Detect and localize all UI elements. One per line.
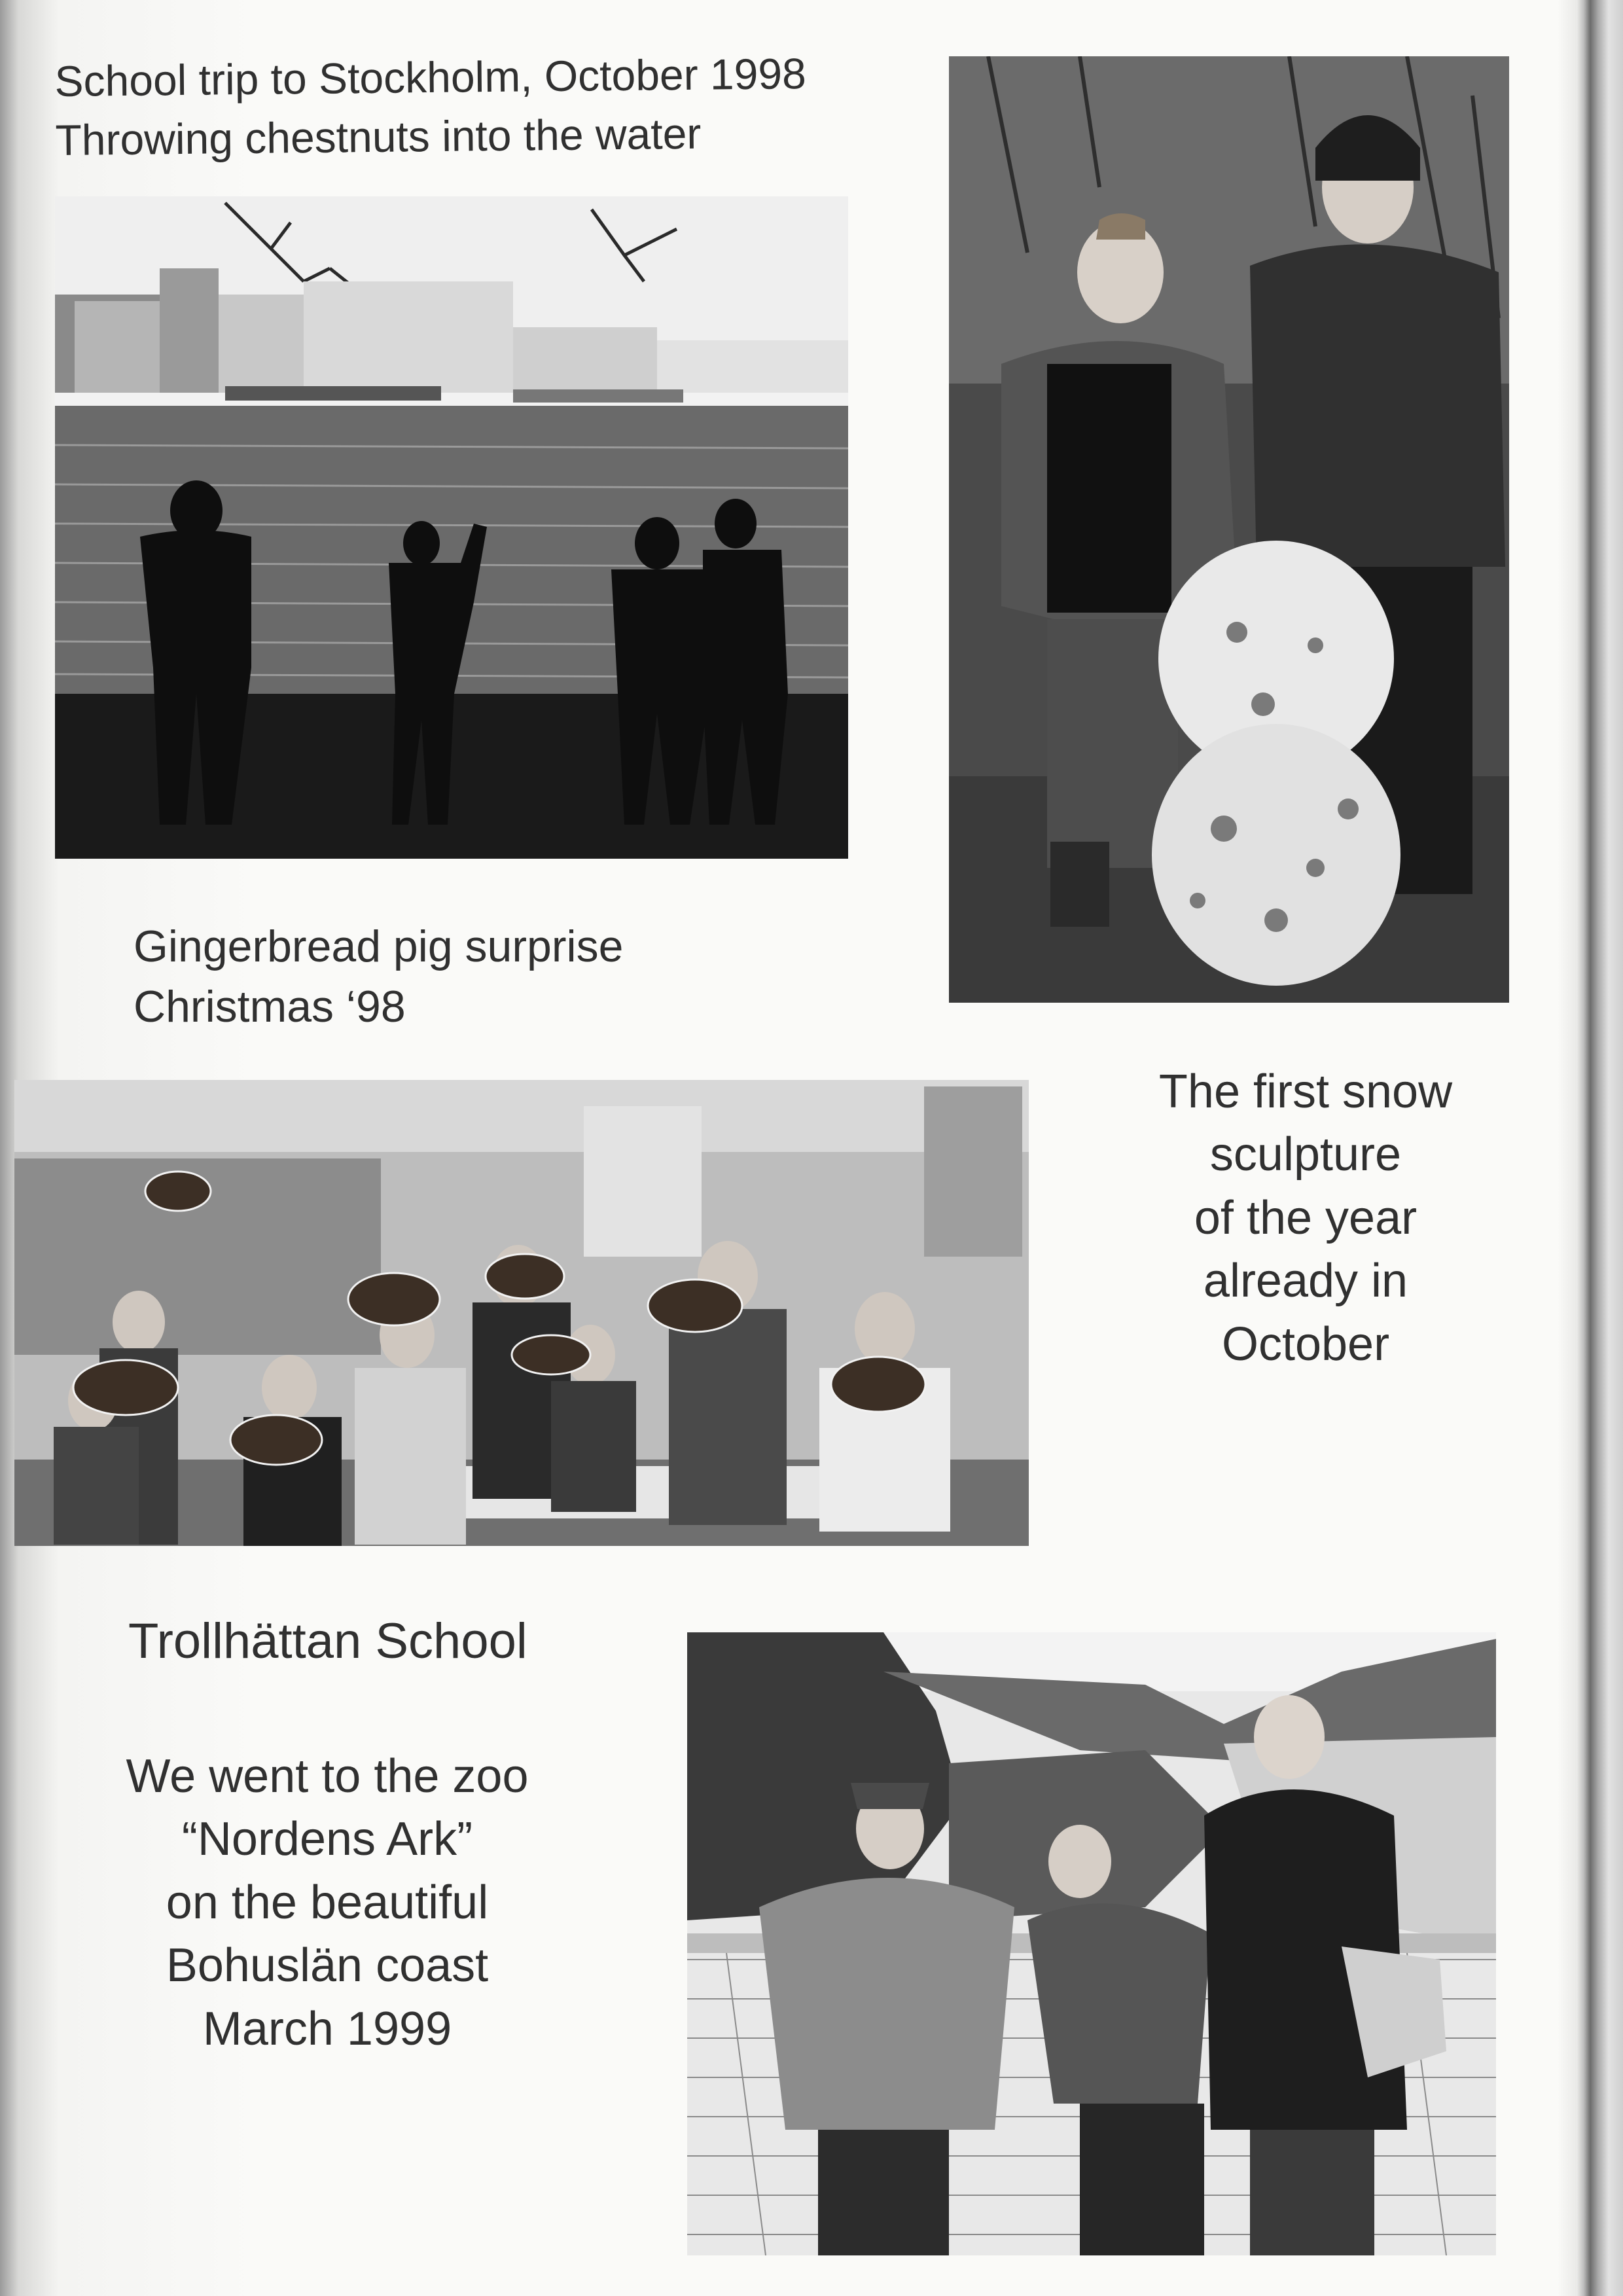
stockholm-caption [54,45,807,170]
snow-caption-line4: already in [1203,1255,1408,1308]
snow-caption-line1: The first snow [1158,1066,1453,1118]
zoo-caption [98,1745,556,2060]
stockholm-caption-line2: Throwing chestnuts into the water [55,109,702,164]
classroom-photo-image [14,1080,1029,1546]
gingerbread-caption [134,916,623,1037]
gingerbread-caption-line1: Gingerbread pig surprise [134,922,624,971]
zoo-caption-line4: Bohuslän coast [166,1939,489,1992]
snowman-photo-image [949,56,1509,1003]
school-caption: Trollhättan School [128,1613,527,1669]
snow-caption-line5: October [1221,1318,1390,1371]
snow-caption-line3: of the year [1194,1191,1418,1244]
snowman-photo [949,56,1509,1003]
zoo-photo-image [687,1632,1496,2255]
stockholm-caption-line1: School trip to Stockholm, October 1998 [54,48,807,106]
zoo-caption-line2: “Nordens Ark” [181,1813,473,1866]
classroom-photo [14,1080,1029,1546]
zoo-caption-line5: March 1999 [202,2002,452,2055]
snow-sculpture-caption [1093,1060,1518,1376]
snow-caption-line2: sculpture [1209,1128,1402,1181]
zoo-caption-line3: on the beautiful [166,1876,489,1929]
gingerbread-caption-line2: Christmas ‘98 [134,982,406,1032]
zoo-photo [687,1632,1496,2255]
zoo-caption-line1: We went to the zoo [126,1750,529,1803]
stockholm-photo [55,196,848,859]
stockholm-photo-image [55,196,848,859]
